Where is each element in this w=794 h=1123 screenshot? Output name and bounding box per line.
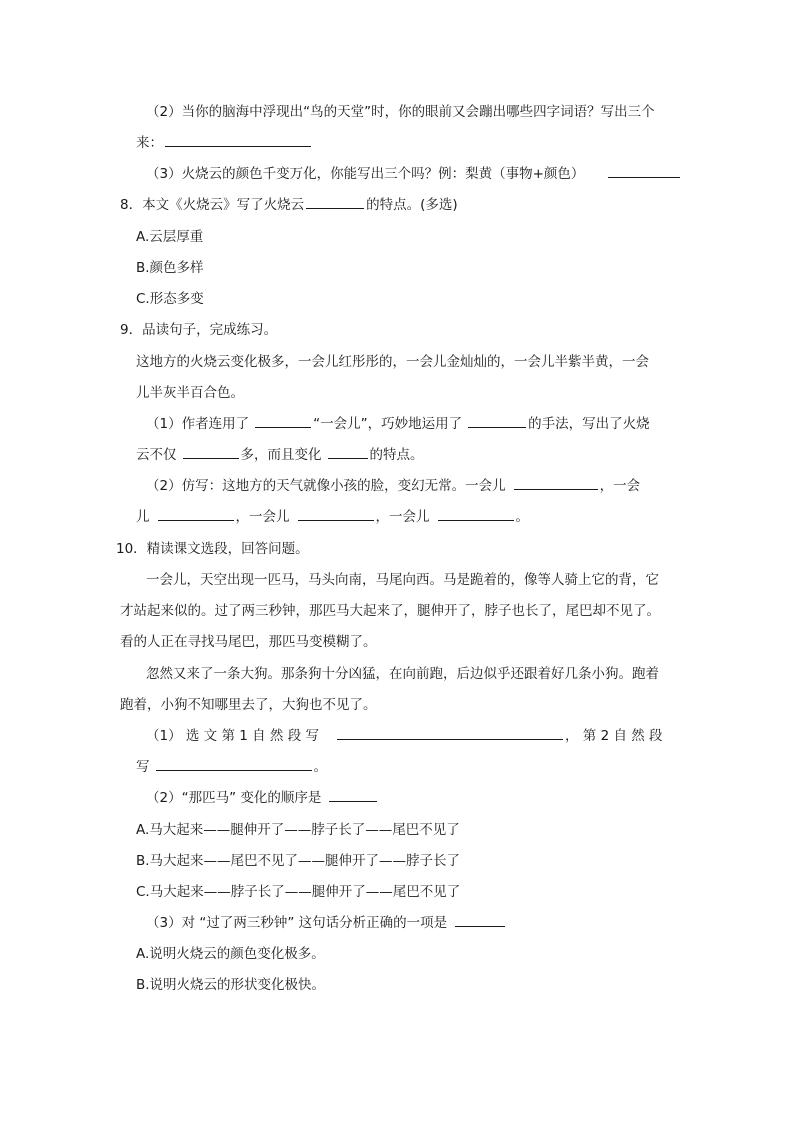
answer-blank[interactable] [165,134,311,147]
q7-part2-line2: 来： [136,134,313,152]
answer-blank[interactable] [298,508,374,521]
q10-sub3: （3）对 “过了两三秒钟” 这句话分析正确的一项是 [146,914,507,932]
answer-blank[interactable] [455,914,505,927]
answer-blank[interactable] [337,727,563,740]
q10-sub1-line2: 写 。 [136,759,327,775]
answer-blank[interactable] [156,758,312,771]
q10-sub1-line1: （1） 选 文 第 1 自 然 段 写 ， 第 2 自 然 段 [146,728,663,744]
q9-quote-line1: 这地方的火烧云变化极多，一会儿红彤彤的，一会儿金灿灿的，一会儿半紫半黄，一会 [136,354,649,370]
q9-sub2-line1: （2）仿写：这地方的天气就像小孩的脸，变幻无常。一会儿 ，一会 [146,478,641,494]
answer-blank[interactable] [255,415,311,428]
answer-blank[interactable] [329,789,377,802]
q10-passage-p1-line3: 看的人正在寻找马尾巴，那匹马变模糊了。 [120,634,377,650]
answer-blank[interactable] [183,446,239,459]
q8-option-b[interactable]: B.颜色多样 [136,260,204,276]
answer-blank[interactable] [158,508,234,521]
answer-blank[interactable] [438,508,514,521]
q10-sub2-option-a[interactable]: A.马大起来——腿伸开了——脖子长了——尾巴不见了 [136,822,460,838]
answer-blank[interactable] [514,477,598,490]
q9-sub1-line2: 云不仅 多，而且变化 的特点。 [136,447,424,463]
q7-part3-line: （3）火烧云的颜色千变万化，你能写出三个吗？例：梨黄（事物+颜色） [146,165,682,183]
q10-sub2-option-c[interactable]: C.马大起来——脖子长了——腿伸开了——尾巴不见了 [136,884,461,900]
q10-sub3-option-b[interactable]: B.说明火烧云的形状变化极快。 [136,977,326,993]
q8-option-a[interactable]: A.云层厚重 [136,229,204,245]
q10-sub2-option-b[interactable]: B.马大起来——尾巴不见了——腿伸开了——脖子长了 [136,853,461,869]
q9-quote-line2: 儿半灰半百合色。 [136,385,244,401]
q10-sub3-option-a[interactable]: A.说明火烧云的颜色变化极多。 [136,946,325,962]
answer-blank[interactable] [306,196,364,209]
answer-blank[interactable] [608,165,680,178]
q8-option-c[interactable]: C.形态多变 [136,291,204,307]
q10-stem: 10．精读课文选段，回答问题。 [116,541,309,557]
q10-passage-p1-line1: 一会儿，天空出现一匹马，马头向南，马尾向西。马是跪着的，像等人骑上它的背，它 [146,572,659,588]
q9-sub2-line2: 儿 ，一会儿 ，一会儿 。 [136,509,529,525]
answer-blank[interactable] [468,415,526,428]
q8-stem: 8．本文《火烧云》写了火烧云 的特点。(多选) [120,197,458,213]
q7-part2-line1: （2）当你的脑海中浮现出“鸟的天堂”时，你的眼前又会蹦出哪些四字词语？写出三个 [146,104,655,120]
q10-passage-p1-line2: 才站起来似的。过了两三秒钟，那匹马大起来了，腿伸开了，脖子也长了，尾巴却不见了。 [120,603,660,619]
q9-sub1-line1: （1）作者连用了 “一会儿”，巧妙地运用了 的手法，写出了火烧 [146,416,650,432]
q10-sub2: （2）“那匹马” 变化的顺序是 [146,789,379,807]
q9-stem: 9．品读句子，完成练习。 [120,322,278,338]
q10-passage-p2-line1: 忽然又来了一条大狗。那条狗十分凶猛，在向前跑，后边似乎还跟着好几条小狗。跑着 [146,666,659,682]
q10-passage-p2-line2: 跑着，小狗不知哪里去了，大狗也不见了。 [120,697,377,713]
answer-blank[interactable] [328,446,368,459]
